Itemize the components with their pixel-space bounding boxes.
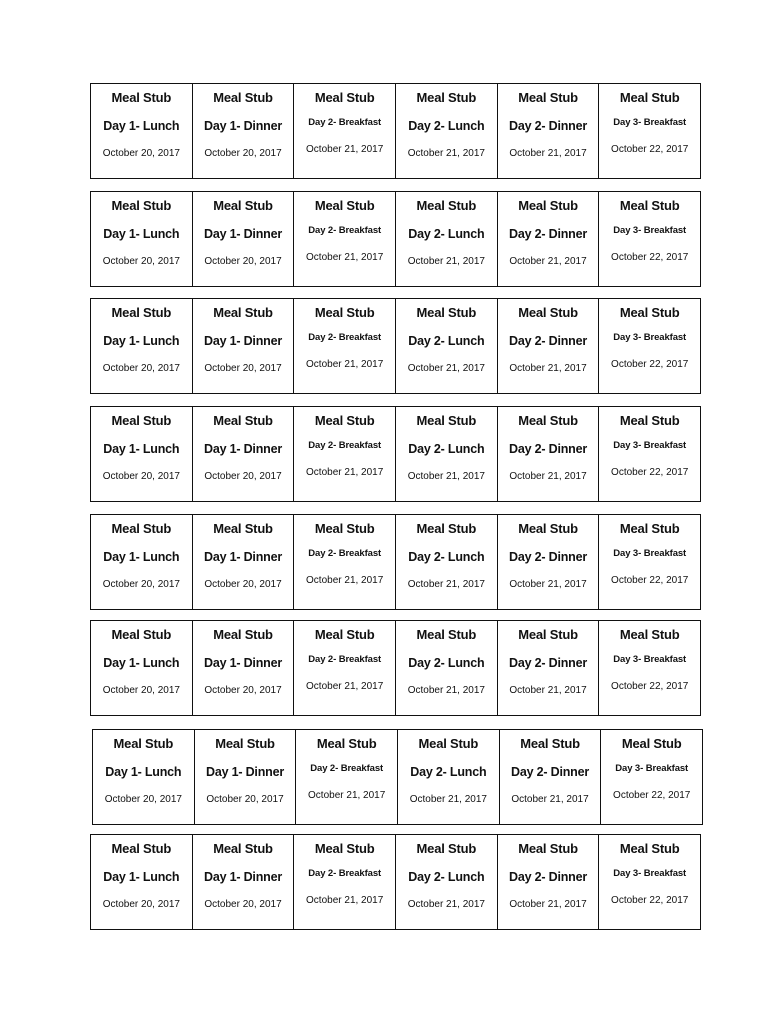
stub-title: Meal Stub — [416, 627, 477, 642]
stub-date: October 21, 2017 — [407, 471, 485, 482]
stub-date: October 20, 2017 — [204, 256, 282, 267]
meal-stub — [294, 407, 396, 501]
stub-title: Meal Stub — [213, 841, 273, 856]
stub-row-5 — [90, 514, 701, 610]
meal-stub — [396, 515, 498, 609]
stub-meal: Day 2- Dinner — [509, 119, 588, 133]
stub-meal: Day 2- Lunch — [408, 119, 485, 133]
stub-title: Meal Stub — [314, 627, 375, 642]
meal-stub — [396, 621, 498, 715]
stub-title: Meal Stub — [111, 90, 172, 105]
stub-title: Meal Stub — [619, 627, 680, 642]
stub-title: Meal Stub — [619, 90, 680, 105]
stub-date: October 20, 2017 — [204, 148, 282, 159]
stub-meal: Day 2- Dinner — [511, 765, 590, 779]
stub-meal: Day 1- Lunch — [105, 765, 182, 779]
stub-title: Meal Stub — [213, 90, 273, 105]
stub-title: Meal Stub — [111, 841, 172, 856]
stub-date: October 22, 2017 — [611, 467, 689, 478]
meal-stub — [599, 299, 700, 393]
stub-date: October 21, 2017 — [407, 685, 485, 696]
stub-meal: Day 2- Lunch — [408, 870, 485, 884]
stub-meal: Day 2- Dinner — [509, 656, 588, 670]
stub-meal: Day 2- Breakfast — [308, 225, 382, 236]
stub-title: Meal Stub — [416, 841, 477, 856]
meal-stub — [294, 299, 396, 393]
meal-stub — [294, 621, 396, 715]
stub-title: Meal Stub — [520, 736, 580, 751]
stub-meal: Day 3- Breakfast — [613, 117, 687, 128]
stub-date: October 22, 2017 — [613, 790, 691, 801]
meal-stub — [396, 407, 498, 501]
stub-date: October 21, 2017 — [509, 363, 587, 374]
stub-title: Meal Stub — [111, 413, 172, 428]
stub-title: Meal Stub — [518, 521, 578, 536]
stub-date: October 22, 2017 — [611, 681, 689, 692]
stub-meal: Day 3- Breakfast — [613, 654, 687, 665]
meal-stub — [498, 621, 600, 715]
stub-meal: Day 2- Dinner — [509, 227, 588, 241]
meal-stub — [193, 299, 295, 393]
meal-stub — [396, 192, 498, 286]
meal-stub — [91, 192, 193, 286]
stub-meal: Day 1- Dinner — [204, 550, 282, 564]
stub-title: Meal Stub — [416, 90, 477, 105]
stub-title: Meal Stub — [518, 413, 578, 428]
stub-meal: Day 1- Lunch — [103, 656, 180, 670]
stub-title: Meal Stub — [314, 841, 375, 856]
stub-meal: Day 1- Dinner — [204, 442, 282, 456]
stub-row-7 — [92, 729, 703, 825]
stub-date: October 22, 2017 — [611, 895, 689, 906]
stub-date: October 21, 2017 — [306, 575, 384, 586]
stub-date: October 21, 2017 — [407, 148, 485, 159]
stub-meal: Day 1- Dinner — [204, 656, 282, 670]
stub-date: October 22, 2017 — [611, 359, 689, 370]
stub-title: Meal Stub — [518, 198, 578, 213]
stub-meal: Day 2- Lunch — [408, 334, 485, 348]
stub-date: October 20, 2017 — [204, 471, 282, 482]
stub-date: October 21, 2017 — [306, 895, 384, 906]
stub-date: October 20, 2017 — [204, 685, 282, 696]
stub-date: October 20, 2017 — [102, 685, 180, 696]
stub-title: Meal Stub — [619, 198, 680, 213]
stub-meal: Day 2- Dinner — [509, 870, 588, 884]
meal-stub — [91, 621, 193, 715]
stub-date: October 21, 2017 — [306, 681, 384, 692]
stub-date: October 22, 2017 — [611, 144, 689, 155]
stub-row-4 — [90, 406, 701, 502]
meal-stub — [195, 730, 297, 824]
stub-date: October 20, 2017 — [206, 794, 284, 805]
stub-meal: Day 2- Breakfast — [308, 868, 382, 879]
stub-meal: Day 1- Dinner — [204, 119, 282, 133]
meal-stub — [193, 84, 295, 178]
stub-date: October 20, 2017 — [102, 148, 180, 159]
stub-meal: Day 2- Breakfast — [308, 117, 382, 128]
meal-stub — [498, 84, 600, 178]
meal-stub — [91, 84, 193, 178]
stub-date: October 21, 2017 — [509, 471, 587, 482]
stub-date: October 20, 2017 — [102, 256, 180, 267]
stub-title: Meal Stub — [518, 627, 578, 642]
stub-meal: Day 2- Breakfast — [308, 332, 382, 343]
stub-date: October 20, 2017 — [104, 794, 182, 805]
stub-title: Meal Stub — [416, 198, 477, 213]
stub-meal: Day 3- Breakfast — [615, 763, 689, 774]
meal-stub — [93, 730, 195, 824]
stub-title: Meal Stub — [111, 627, 172, 642]
stub-meal: Day 2- Dinner — [509, 550, 588, 564]
stub-meal: Day 3- Breakfast — [613, 440, 687, 451]
meal-stub — [599, 192, 700, 286]
meal-stub — [193, 407, 295, 501]
stub-date: October 21, 2017 — [306, 467, 384, 478]
meal-stub — [91, 407, 193, 501]
stub-title: Meal Stub — [518, 305, 578, 320]
meal-stub — [396, 84, 498, 178]
meal-stub — [498, 835, 600, 929]
stub-meal: Day 2- Breakfast — [308, 548, 382, 559]
stub-title: Meal Stub — [111, 198, 172, 213]
stub-date: October 21, 2017 — [511, 794, 589, 805]
stub-title: Meal Stub — [316, 736, 377, 751]
stub-meal: Day 3- Breakfast — [613, 548, 687, 559]
stub-title: Meal Stub — [213, 413, 273, 428]
meal-stub — [599, 835, 700, 929]
stub-meal: Day 1- Dinner — [206, 765, 284, 779]
stub-date: October 20, 2017 — [102, 899, 180, 910]
stub-title: Meal Stub — [213, 627, 273, 642]
stub-date: October 21, 2017 — [306, 144, 384, 155]
stub-meal: Day 1- Lunch — [103, 119, 180, 133]
stub-row-3 — [90, 298, 701, 394]
stub-title: Meal Stub — [314, 90, 375, 105]
stub-meal: Day 2- Lunch — [408, 227, 485, 241]
stub-meal: Day 2- Dinner — [509, 334, 588, 348]
stub-title: Meal Stub — [113, 736, 174, 751]
meal-stub — [296, 730, 398, 824]
stub-title: Meal Stub — [111, 521, 172, 536]
stub-title: Meal Stub — [416, 305, 477, 320]
meal-stub — [599, 621, 700, 715]
meal-stub — [599, 515, 700, 609]
stub-meal: Day 1- Lunch — [103, 442, 180, 456]
stub-meal: Day 2- Breakfast — [308, 440, 382, 451]
stub-meal: Day 1- Lunch — [103, 334, 180, 348]
stub-row-6 — [90, 620, 701, 716]
meal-stub — [498, 192, 600, 286]
stub-meal: Day 2- Breakfast — [308, 654, 382, 665]
stub-date: October 21, 2017 — [407, 579, 485, 590]
meal-stub — [193, 192, 295, 286]
stub-row-2 — [90, 191, 701, 287]
stub-date: October 21, 2017 — [407, 363, 485, 374]
stub-row-8 — [90, 834, 701, 930]
meal-stub — [498, 515, 600, 609]
stub-date: October 21, 2017 — [509, 899, 587, 910]
meal-stub — [396, 299, 498, 393]
meal-stub — [91, 835, 193, 929]
meal-stub — [193, 621, 295, 715]
stub-title: Meal Stub — [213, 305, 273, 320]
stub-date: October 21, 2017 — [509, 148, 587, 159]
stub-meal: Day 2- Lunch — [408, 442, 485, 456]
stub-meal: Day 2- Breakfast — [310, 763, 384, 774]
stub-date: October 21, 2017 — [308, 790, 386, 801]
meal-stub — [396, 835, 498, 929]
stub-date: October 21, 2017 — [306, 252, 384, 263]
stub-meal: Day 1- Lunch — [103, 550, 180, 564]
stub-meal: Day 1- Dinner — [204, 334, 282, 348]
stub-meal: Day 3- Breakfast — [613, 868, 687, 879]
stub-title: Meal Stub — [213, 198, 273, 213]
stub-date: October 20, 2017 — [102, 363, 180, 374]
stub-title: Meal Stub — [518, 841, 578, 856]
stub-title: Meal Stub — [314, 305, 375, 320]
stub-date: October 21, 2017 — [509, 579, 587, 590]
stub-date: October 22, 2017 — [611, 252, 689, 263]
stub-meal: Day 2- Lunch — [408, 550, 485, 564]
meal-stub — [91, 515, 193, 609]
stub-date: October 21, 2017 — [306, 359, 384, 370]
stub-title: Meal Stub — [619, 521, 680, 536]
stub-date: October 20, 2017 — [204, 579, 282, 590]
stub-title: Meal Stub — [621, 736, 682, 751]
meal-stub — [193, 515, 295, 609]
stub-date: October 21, 2017 — [509, 256, 587, 267]
meal-stub — [599, 84, 700, 178]
stub-title: Meal Stub — [418, 736, 479, 751]
meal-stub — [294, 835, 396, 929]
stub-meal: Day 3- Breakfast — [613, 332, 687, 343]
stub-title: Meal Stub — [619, 413, 680, 428]
meal-stub — [500, 730, 602, 824]
stub-meal: Day 1- Dinner — [204, 227, 282, 241]
stub-meal: Day 1- Dinner — [204, 870, 282, 884]
stub-title: Meal Stub — [416, 521, 477, 536]
stub-meal: Day 1- Lunch — [103, 870, 180, 884]
stub-date: October 21, 2017 — [407, 899, 485, 910]
meal-stub — [398, 730, 500, 824]
stub-row-1 — [90, 83, 701, 179]
stub-title: Meal Stub — [619, 841, 680, 856]
meal-stub — [294, 192, 396, 286]
stub-date: October 20, 2017 — [102, 471, 180, 482]
stub-meal: Day 2- Lunch — [410, 765, 487, 779]
stub-meal: Day 2- Dinner — [509, 442, 588, 456]
stub-meal: Day 3- Breakfast — [613, 225, 687, 236]
meal-stub — [599, 407, 700, 501]
meal-stub — [193, 835, 295, 929]
stub-title: Meal Stub — [518, 90, 578, 105]
stub-title: Meal Stub — [619, 305, 680, 320]
stub-title: Meal Stub — [314, 413, 375, 428]
meal-stub — [498, 407, 600, 501]
stub-date: October 20, 2017 — [204, 363, 282, 374]
stub-title: Meal Stub — [215, 736, 275, 751]
stub-date: October 20, 2017 — [204, 899, 282, 910]
stub-title: Meal Stub — [111, 305, 172, 320]
meal-stub — [91, 299, 193, 393]
stub-meal: Day 1- Lunch — [103, 227, 180, 241]
stub-date: October 20, 2017 — [102, 579, 180, 590]
stub-title: Meal Stub — [314, 521, 375, 536]
meal-stub — [601, 730, 702, 824]
meal-stub — [498, 299, 600, 393]
stub-date: October 21, 2017 — [407, 256, 485, 267]
meal-stub — [294, 84, 396, 178]
stub-date: October 21, 2017 — [509, 685, 587, 696]
stub-meal: Day 2- Lunch — [408, 656, 485, 670]
stub-title: Meal Stub — [314, 198, 375, 213]
stub-title: Meal Stub — [416, 413, 477, 428]
stub-date: October 22, 2017 — [611, 575, 689, 586]
stub-title: Meal Stub — [213, 521, 273, 536]
stub-date: October 21, 2017 — [409, 794, 487, 805]
meal-stub — [294, 515, 396, 609]
